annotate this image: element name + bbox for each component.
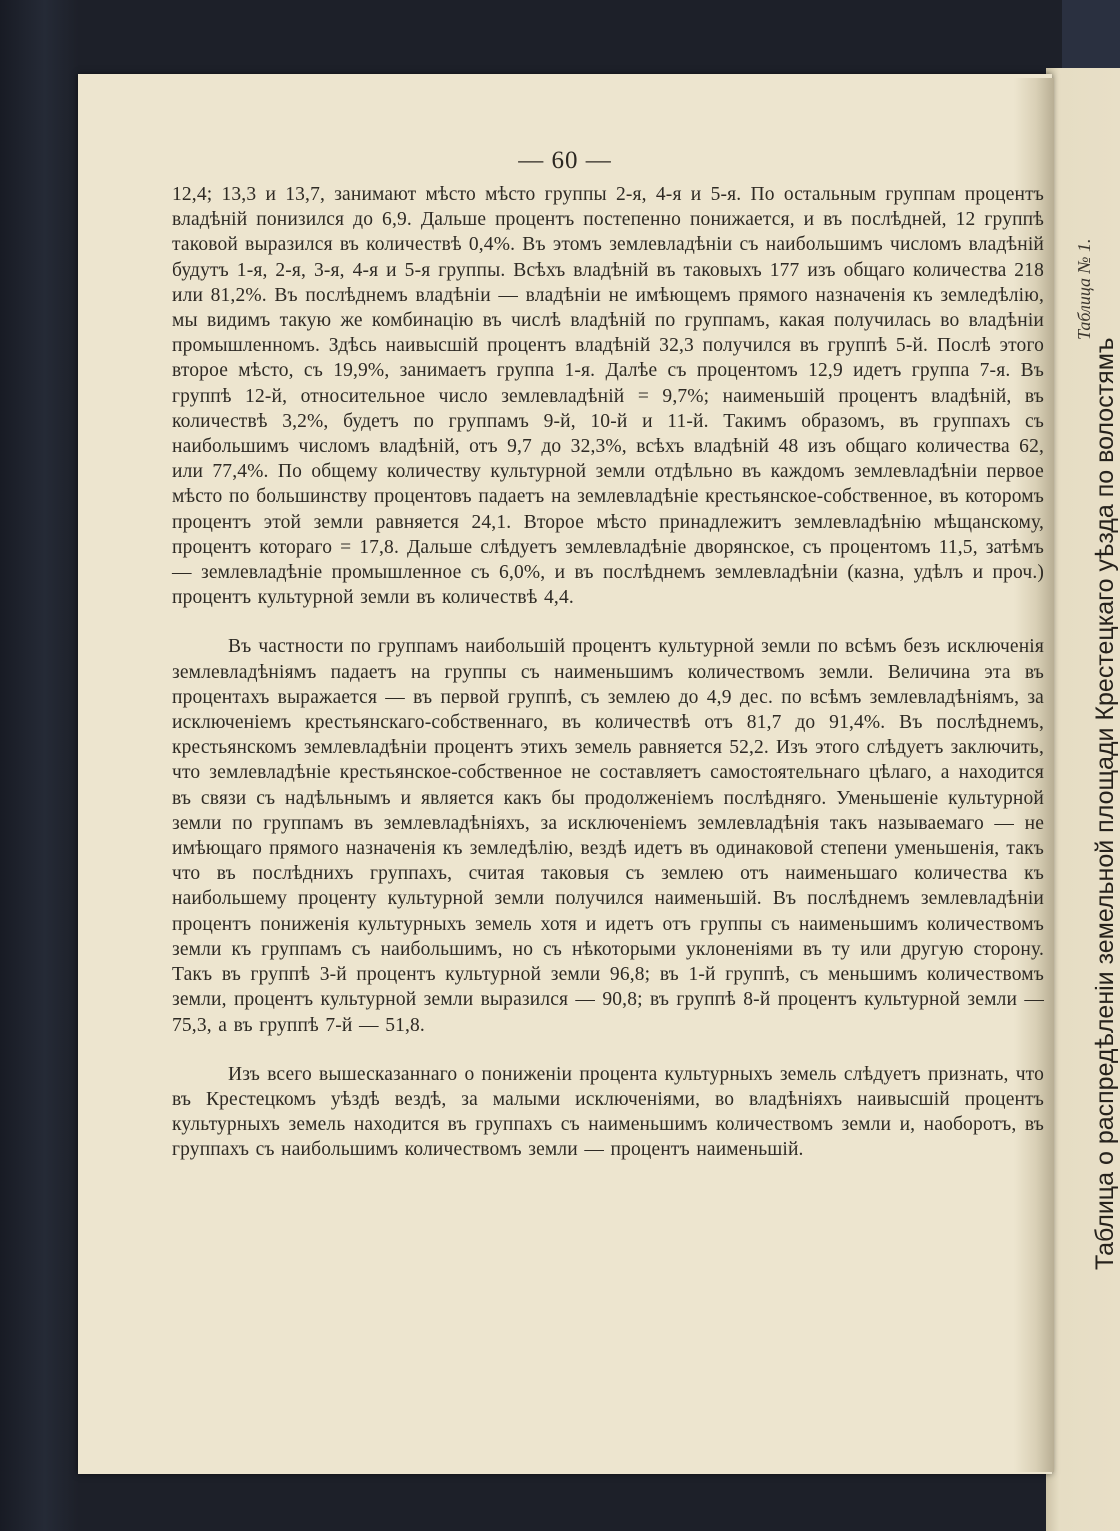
paragraph-2: Въ частности по группамъ наибольшій процентъ культурной земли по всѣмъ безъ исключенія землевладѣніямъ падаетъ на группы съ наименьшимъ количествомъ земли. Величина эта въ процентахъ выражается — въ первой группѣ, съ землею до 4,9 дес. по всѣмъ землевладѣніямъ, за исключеніемъ крестьянскаго-собственнаго, въ количествѣ отъ 81,7 до 91,4%. Въ послѣднемъ, крестьянскомъ землевладѣніи процентъ этихъ земель равняется 52,2. Изъ этого слѣдуетъ заключить, что землевладѣніе крестьянское-собственное не составляетъ самостоятельнаго цѣлаго, а находится въ связи съ надѣльнымъ и является какъ бы продолженіемъ послѣдняго. Уменьшеніе культурной земли по группамъ въ землевладѣніяхъ, за исключеніемъ землевладѣнія такъ называемаго — не имѣющаго прямого назначенія къ земледѣлію, вездѣ идетъ въ одинаковой степени уменьшенія, такъ что въ послѣднихъ группахъ, считая таковыя съ землею отъ наименьшаго количества къ наибольшему проценту культурной земли получился наименьшій. Въ послѣднемъ землевладѣніи процентъ пониженія культурныхъ земель хотя и идетъ отъ группы съ наименьшимъ количествомъ земли къ группамъ съ наибольшимъ, но съ нѣкоторыми уклоненіями въ ту или другую сторону. Такъ въ группѣ 3-й процентъ культурной земли 96,8; въ 1-й группѣ, съ меньшимъ количествомъ земли, процентъ культурной земли выразился — 90,8; въ группѣ 8-й процентъ культурной земли — 75,3, а въ группѣ 7-й — 51,8.: [172, 636, 1044, 1036]
paragraph-3: Изъ всего вышесказаннаго о пониженіи процента культурныхъ земель слѣдуетъ признать, что въ Крестецкомъ уѣздѣ вездѣ, за малыми исключеніями, во владѣніяхъ наивысшій процентъ культурныхъ земель находится въ группахъ съ наименьшимъ количествомъ земли и, наоборотъ, въ группахъ съ наибольшимъ количествомъ земли — процентъ наименьшій.: [172, 1063, 1044, 1161]
table-title: Таблица о распредѣленіи земельной площади Крестецкаго уѣзда по волостямъ: [1091, 337, 1119, 1270]
paragraph-1: 12,4; 13,3 и 13,7, занимают мѣсто мѣсто группы 2-я, 4-я и 5-я. По остальным группам процентъ владѣній понизился до 6,9. Дальше процентъ постепенно понижается, и въ послѣдней, 12 группѣ таковой выразился въ количествѣ 0,4%. Въ этомъ землевладѣніи съ наибольшимъ числомъ владѣній будутъ 1-я, 2-я, 3-я, 4-я и 5-я группы. Всѣхъ владѣній въ таковыхъ 177 изъ общаго количества 218 или 81,2%. Въ послѣднемъ владѣніи — владѣніи не имѣющемъ прямого назначенія къ земледѣлію, мы видимъ такую же комбинацію въ числѣ владѣній по группамъ, какая получилась во владѣніи промышленномъ. Здѣсь наивысшій процентъ владѣній 32,3 получился въ группѣ 5-й. Послѣ этого второе мѣсто, съ 19,9%, занимаетъ группа 1-я. Далѣе съ процентомъ 12,9 идетъ группа 7-я. Въ группѣ 12-й, относительное число землевладѣній = 9,7%; наименьшій процентъ владѣній, въ количествѣ 3,2%, будетъ по группамъ 9-й, 10-й и 11-й. Такимъ образомъ, въ группахъ съ наибольшимъ числомъ владѣній, отъ 9,7 до 32,3%, всѣхъ владѣній 48 изъ общаго количества 62, или 77,4%. По общему количеству культурной земли отдѣльно въ каждомъ землевладѣніи первое мѣсто по большинству процентовъ падаетъ на землевладѣніе крестьянское-собственное, въ которомъ процентъ этой земли равняется 24,1. Второе мѣсто принадлежитъ землевладѣнію мѣщанскому, процентъ котораго = 17,8. Дальше слѣдуетъ землевладѣніе дворянское, съ процентомъ 11,5, затѣмъ — землевладѣніе промышленное съ 6,0%, и въ послѣднемъ землевладѣніи (казна, удѣлъ и проч.) процентъ культурной земли въ количествѣ 4,4.: [172, 184, 1044, 609]
table-label: Таблица № 1.: [1074, 238, 1094, 340]
body-text: [172, 182, 1044, 1163]
page-number: — 60 —: [518, 147, 612, 174]
